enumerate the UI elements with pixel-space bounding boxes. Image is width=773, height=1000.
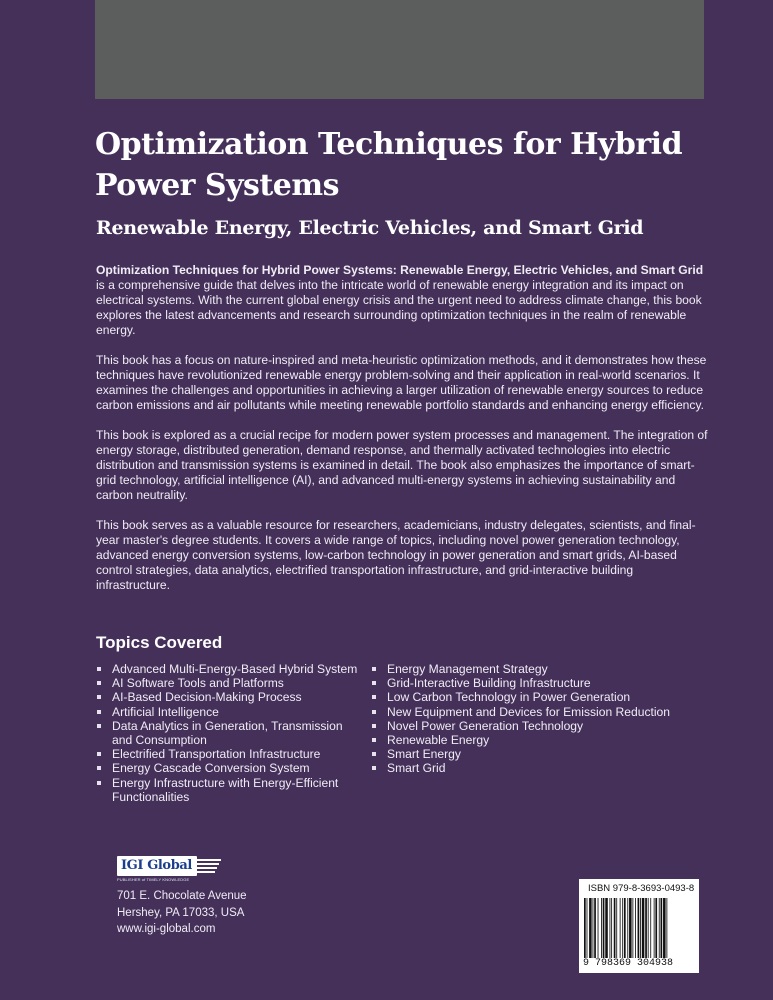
book-title: Optimization Techniques for Hybrid Power Systems <box>95 127 683 203</box>
barcode-bar <box>661 898 663 962</box>
topic-item: Energy Cascade Conversion System <box>96 761 366 775</box>
topic-item: New Equipment and Devices for Emission Reduction <box>371 705 671 719</box>
barcode-bar <box>620 898 621 962</box>
barcode-bar <box>598 898 599 962</box>
barcode-bar <box>622 898 623 962</box>
barcode-bar <box>638 898 640 962</box>
barcode-bar <box>589 898 592 962</box>
topic-item: Grid-Interactive Building Infrastructure <box>371 676 671 690</box>
barcode-bar <box>666 898 667 962</box>
book-subtitle: Renewable Energy, Electric Vehicles, and Smart Grid <box>96 217 644 239</box>
topic-item: AI-Based Decision-Making Process <box>96 690 366 704</box>
isbn-barcode <box>579 879 699 973</box>
address-line-1: 701 E. Chocolate Avenue <box>117 890 247 902</box>
topic-item: Low Carbon Technology in Power Generation <box>371 690 671 704</box>
description-lead-bold: Optimization Techniques for Hybrid Power Systems: Renewable Energy, Electric Vehicles, and Smart Grid <box>96 263 704 277</box>
barcode-bar <box>650 898 651 962</box>
description-paragraph-3: This book is explored as a crucial recipe for modern power system processes and management. The integration of energy storage, distributed generation, demand response, and thermally activated technologies into electric distribution and transmission systems is examined in detail. The book also emphasizes the importance of smart-grid technology, artificial intelligence (AI), and advanced multi-energy systems in achieving sustainability and carbon neutrality. <box>96 428 708 502</box>
barcode-bar <box>632 898 633 962</box>
barcode-bar <box>629 898 632 962</box>
topics-heading: Topics Covered <box>96 633 223 652</box>
barcode-bar <box>616 898 617 962</box>
topic-item: Advanced Multi-Energy-Based Hybrid System <box>96 662 366 676</box>
description-paragraph-4: This book serves as a valuable resource for researchers, academicians, industry delegates, scientists, and final-year master's degree students. It covers a wide range of topics, including novel power generation technology, advanced energy conversion systems, low-carbon technology in power generation and smart grids, AI-based control strategies, data analytics, electrified transportation infrastructure, and grid-interactive building infrastructure. <box>96 518 696 592</box>
topic-item: Smart Energy <box>371 747 671 761</box>
logo-stripes-icon <box>197 859 221 873</box>
topic-item: Renewable Energy <box>371 733 671 747</box>
barcode-bar <box>640 898 641 962</box>
barcode-bar <box>593 898 594 962</box>
topics-list-right <box>371 662 671 776</box>
barcode-bar <box>594 898 596 962</box>
barcode-bar <box>655 898 657 962</box>
barcode-bar <box>603 898 605 962</box>
barcode-bar <box>587 898 588 962</box>
barcode-bar <box>610 898 611 962</box>
barcode-bar <box>648 898 649 962</box>
barcode-bar <box>627 898 628 962</box>
topics-list-left <box>96 662 366 804</box>
description-lead-rest: is a comprehensive guide that delves into the intricate world of renewable energy integration and its impact on electrical systems. With the current global energy crisis and the urgent need to address climate change, this book explores the latest advancements and research surrounding optimization techniques in the realm of renewable energy. <box>96 278 702 337</box>
book-description <box>96 263 710 608</box>
publisher-logo-name: IGI Global <box>121 858 192 873</box>
barcode-digits: 9 798369 304938 <box>583 958 674 969</box>
address-line-2: Hershey, PA 17033, USA <box>117 906 245 919</box>
barcode-bar <box>654 898 655 962</box>
barcode-bar <box>642 898 645 962</box>
barcode-bar <box>605 898 608 962</box>
barcode-bar <box>611 898 612 962</box>
topic-item: Energy Infrastructure with Energy-Efficient Functionalities <box>96 776 366 804</box>
isbn-label: ISBN 979-8-3693-0493-8 <box>588 883 695 894</box>
topic-item: Smart Grid <box>371 761 671 775</box>
barcode-bar <box>663 898 666 962</box>
cover-top-panel <box>95 0 704 99</box>
description-paragraph-1 <box>96 263 710 338</box>
topic-item: AI Software Tools and Platforms <box>96 676 366 690</box>
publisher-logo-badge <box>117 856 197 876</box>
topic-item: Electrified Transportation Infrastructure <box>96 747 366 761</box>
publisher-website: www.igi-global.com <box>117 923 216 935</box>
topic-item: Novel Power Generation Technology <box>371 719 671 733</box>
topic-item: Data Analytics in Generation, Transmission and Consumption <box>96 719 366 747</box>
barcode-bar <box>601 898 602 962</box>
barcode-icon <box>583 898 695 962</box>
barcode-bar <box>659 898 660 962</box>
publisher-logo-tagline: PUBLISHER of TIMELY KNOWLEDGE <box>117 877 190 882</box>
description-paragraph-2: This book has a focus on nature-inspired and meta-heuristic optimization methods, and it demonstrates how these techniques have revolutionized renewable energy problem-solving and their application in real-world scenarios. It examines the challenges and opportunities in achieving a larger utilization of renewable energy sources to reduce carbon emissions and air pollutants while meeting renewable portfolio standards and enhancing energy efficiency. <box>96 353 707 412</box>
publisher-address <box>117 888 247 938</box>
barcode-bar <box>635 898 636 962</box>
barcode-bar <box>624 898 626 962</box>
barcode-bar <box>614 898 616 962</box>
barcode-bar <box>645 898 647 962</box>
topic-item: Artificial Intelligence <box>96 705 366 719</box>
barcode-bar <box>584 898 586 962</box>
publisher-logo <box>117 856 221 886</box>
topic-item: Energy Management Strategy <box>371 662 671 676</box>
